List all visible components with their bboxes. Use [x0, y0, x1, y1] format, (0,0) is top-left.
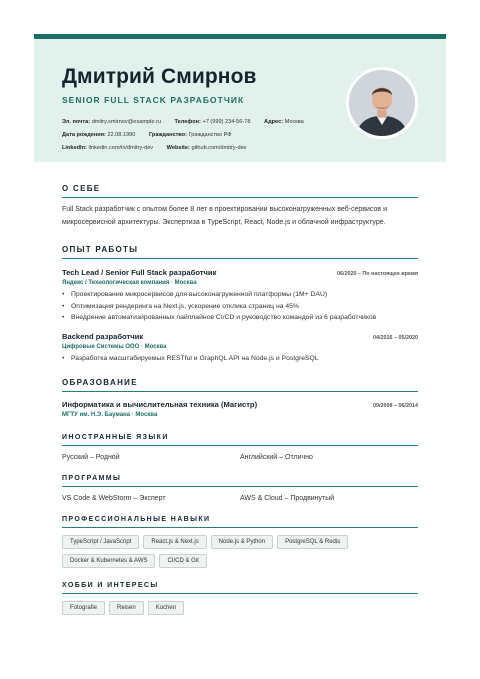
- job-bullets: [62, 353, 418, 365]
- job-bullets: [62, 289, 418, 324]
- linkedin-value: linkedin.com/in/dmitry-dev: [88, 145, 154, 151]
- job-company: Цифровые Системы ООО · Москва: [62, 343, 167, 350]
- birth-value: 22.08.1990: [107, 132, 136, 138]
- job-title: Backend разработчик: [62, 331, 144, 341]
- job-bullet: • Оптимизация рендеринга на Next.js, ускорение отклика страниц на 45%: [62, 301, 418, 313]
- job-bullet: • Проектирование микросервисов для высоконагруженной платформы (1M+ DAU): [62, 289, 418, 301]
- citizenship-label: Гражданство:: [148, 132, 187, 138]
- phone-label: Телефон:: [174, 119, 201, 125]
- education-section: [62, 378, 418, 418]
- skills-heading: ПРОФЕССИОНАЛЬНЫЕ НАВЫКИ: [62, 516, 418, 528]
- profile-photo: [346, 67, 418, 139]
- address-value: Москва: [284, 119, 304, 125]
- skills-section: [62, 516, 418, 568]
- skills-tags: [62, 535, 418, 568]
- hobby-tag: Kochen: [148, 601, 184, 615]
- job-dates: 06/2020 – По настоящее время: [336, 271, 418, 277]
- candidate-name: Дмитрий Смирнов: [62, 65, 257, 88]
- citizenship-value: Гражданство РФ: [188, 132, 232, 138]
- hobbies-heading: ХОББИ И ИНТЕРЕСЫ: [62, 582, 418, 594]
- website-value: github.com/dmitry-dev: [191, 145, 247, 151]
- program-item: AWS & Cloud – Продвинутый: [240, 495, 335, 502]
- hobbies-section: [62, 582, 418, 615]
- experience-heading: ОПЫТ РАБОТЫ: [62, 245, 418, 259]
- hobby-tag: Reisen: [109, 601, 144, 615]
- email-label: Эл. почта:: [62, 119, 91, 125]
- school-name: МГТУ им. Н.Э. Баумана · Москва: [62, 412, 158, 418]
- email-value: dmitry.smirnov@example.ru: [91, 119, 161, 125]
- hobby-tags: [62, 601, 418, 615]
- hobby-tag: Fotografie: [62, 601, 105, 615]
- program-item: VS Code & WebStorm – Эксперт: [62, 495, 166, 502]
- languages-heading: ИНОСТРАННЫЕ ЯЗЫКИ: [62, 434, 418, 446]
- linkedin-label: LinkedIn:: [62, 145, 87, 151]
- job-dates: 04/2016 – 05/2020: [373, 334, 418, 341]
- education-dates: 09/2008 – 06/2014: [373, 403, 418, 409]
- languages-section: [62, 434, 418, 461]
- birth-label: Дата рождения:: [62, 132, 106, 138]
- language-item: Русский – Родной: [62, 454, 120, 461]
- about-heading: О СЕБЕ: [62, 184, 418, 198]
- job-entry: [62, 332, 418, 365]
- skill-tag: Node.js & Python: [211, 535, 273, 549]
- job-title: Tech Lead / Senior Full Stack разработчик: [62, 268, 217, 277]
- phone-value: +7 (999) 234-56-78: [202, 119, 251, 125]
- skill-tag: Docker & Kubernetes & AWS: [62, 554, 155, 568]
- candidate-title: SENIOR FULL STACK РАЗРАБОТЧИК: [62, 95, 245, 105]
- job-entry: [62, 268, 418, 324]
- person-portrait-icon: [349, 70, 415, 136]
- skill-tag: CI/CD & Git: [159, 554, 206, 568]
- address-label: Адрес:: [264, 119, 284, 125]
- programs-section: [62, 475, 418, 502]
- degree-title: Информатика и вычислительная техника (Магистр): [62, 400, 258, 409]
- job-bullet: • Внедрение автоматизированных пайплайнов CI/CD и руководство командой из 6 разработчиков: [62, 312, 418, 324]
- about-section: [62, 184, 418, 229]
- job-bullet: • Разработка масштабируемых RESTful и GraphQL API на Node.js и PostgreSQL: [62, 353, 418, 365]
- about-text: Full Stack разработчик с опытом более 8 лет в проектировании высоконагруженных веб-сервисов и микросервисной архитектуры. Экспертиза в TypeScript, React, Node.js и облачной инфраструктуре.: [62, 206, 387, 226]
- job-company: Яндекс / Технологическая компания · Москва: [62, 280, 197, 286]
- programs-heading: ПРОГРАММЫ: [62, 475, 418, 487]
- skill-tag: React.js & Next.js: [143, 535, 206, 549]
- resume-body: [34, 184, 446, 615]
- skill-tag: TypeScript / JavaScript: [62, 535, 139, 549]
- language-item: Английский – Отлично: [240, 454, 313, 461]
- skill-tag: PostgreSQL & Redis: [277, 535, 348, 549]
- resume-header: [34, 34, 446, 162]
- experience-section: [62, 245, 418, 364]
- website-label: Website:: [166, 145, 190, 151]
- resume-page: [34, 34, 446, 615]
- education-heading: ОБРАЗОВАНИЕ: [62, 378, 418, 392]
